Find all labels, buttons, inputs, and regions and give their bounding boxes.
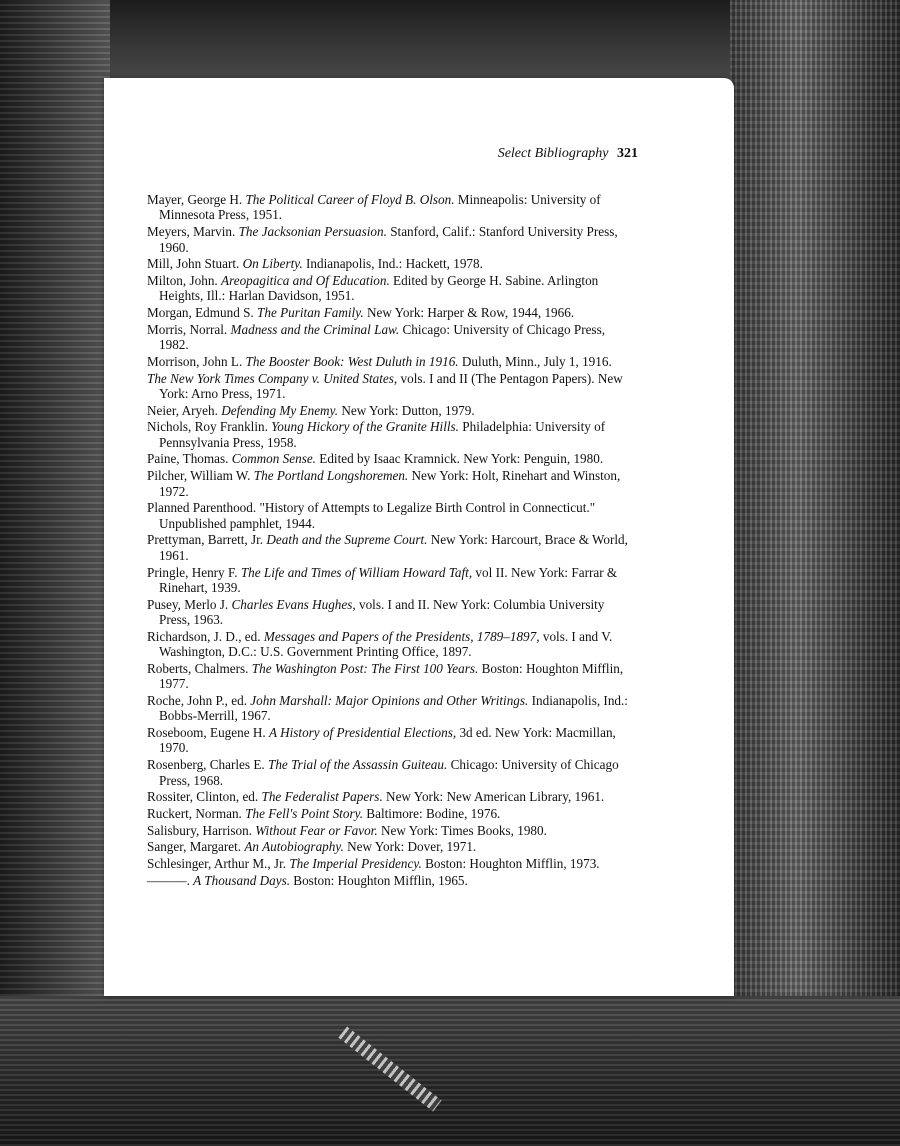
entry-text: Pringle, Henry F. — [147, 564, 241, 580]
bibliography-entry — [147, 873, 637, 888]
entry-text: Planned Parenthood. "History of Attempts to Legalize Birth Control in Connecticut." Unpublished pamphlet, 1944. — [147, 500, 596, 531]
entry-text: Rosenberg, Charles E. — [147, 757, 268, 773]
entry-text: Morris, Norral. — [147, 321, 231, 337]
bibliography-entry — [147, 661, 637, 692]
bibliography-entry — [147, 789, 637, 804]
entry-text: Pilcher, William W. — [147, 468, 254, 484]
entry-text: Morgan, Edmund S. — [147, 305, 258, 321]
scan-border-right — [730, 0, 900, 1146]
entry-text: Paine, Thomas. — [147, 451, 232, 467]
bibliography-entry — [147, 371, 637, 402]
entry-text: Chicago: University of Chicago Press, 1968. — [159, 757, 619, 788]
entry-title: John Marshall: Major Opinions and Other Writings. — [250, 692, 529, 708]
entry-text: New York: Holt, Rinehart and Winston, 1972. — [159, 468, 621, 499]
bibliography-entry — [147, 823, 637, 838]
entry-title: The Fell's Point Story. — [245, 805, 363, 821]
entry-text: vol II. New York: Farrar & Rinehart, 1939. — [159, 564, 618, 595]
bibliography-entry — [147, 256, 637, 271]
bibliography-entry — [147, 192, 637, 223]
entry-text: Minneapolis: University of Minnesota Press, 1951. — [159, 192, 601, 223]
bibliography-entry — [147, 322, 637, 353]
entry-text: Duluth, Minn., July 1, 1916. — [458, 353, 612, 369]
entry-title: An Autobiography. — [244, 839, 344, 855]
entry-text: Ruckert, Norman. — [147, 805, 246, 821]
bibliography-entry — [147, 468, 637, 499]
entry-title: The Booster Book: West Duluth in 1916. — [245, 353, 459, 369]
entry-text: Morrison, John L. — [147, 353, 246, 369]
bibliography-entry — [147, 354, 637, 369]
entry-title: Areopagitica and Of Education. — [221, 272, 390, 288]
entry-text: Indianapolis, Ind.: Hackett, 1978. — [302, 256, 483, 272]
bibliography-entry — [147, 451, 637, 466]
entry-text: Baltimore: Bodine, 1976. — [363, 805, 501, 821]
entry-text: Rossiter, Clinton, ed. — [147, 789, 262, 805]
entry-title: Death and the Supreme Court. — [266, 532, 428, 548]
entry-text: Meyers, Marvin. — [147, 224, 239, 240]
entry-text: Roche, John P., ed. — [147, 692, 251, 708]
bibliography-entry — [147, 565, 637, 596]
entry-text: Stanford, Calif.: Stanford University Press, 1960. — [159, 224, 618, 255]
bibliography-entry — [147, 839, 637, 854]
entry-text: vols. I and V. Washington, D.C.: U.S. Government Printing Office, 1897. — [159, 628, 613, 660]
entry-title: Young Hickory of the Granite Hills. — [271, 419, 459, 435]
entry-text: Richardson, J. D., ed. — [147, 628, 264, 644]
entry-text: Edited by George H. Sabine. Arlington Heights, Ill.: Harlan Davidson, 1951. — [159, 272, 599, 304]
bibliography-entry — [147, 273, 637, 304]
bibliography-entry — [147, 224, 637, 255]
bibliography-list — [147, 192, 637, 889]
entry-text: Milton, John. — [147, 272, 222, 288]
entry-text: New York: Times Books, 1980. — [377, 822, 547, 838]
entry-text: Boston: Houghton Mifflin, 1965. — [290, 872, 468, 888]
entry-text: Neier, Aryeh. — [147, 402, 222, 418]
entry-text: Chicago: University of Chicago Press, 1982. — [159, 321, 605, 353]
entry-text: Schlesinger, Arthur M., Jr. — [147, 856, 290, 872]
bibliography-entry — [147, 403, 637, 418]
entry-text: Mayer, George H. — [147, 192, 246, 207]
entry-title: The Jacksonian Persuasion. — [238, 224, 387, 240]
entry-text: Pusey, Merlo J. — [147, 596, 232, 612]
bibliography-entry — [147, 757, 637, 788]
entry-text: vols. I and II (The Pentagon Papers). New York: Arno Press, 1971. — [159, 370, 623, 401]
entry-text: New York: Dutton, 1979. — [338, 402, 475, 418]
running-head — [104, 146, 638, 162]
entry-text: ———. — [147, 872, 194, 888]
entry-title: A History of Presidential Elections, — [268, 725, 457, 741]
page-number: 321 — [617, 146, 638, 161]
entry-text: Mill, John Stuart. — [147, 256, 243, 272]
bibliography-entry — [147, 419, 637, 450]
entry-text: New York: Dover, 1971. — [343, 839, 477, 855]
entry-title: Messages and Papers of the Presidents, 1789–1897, — [263, 628, 540, 644]
entry-text: Boston: Houghton Mifflin, 1977. — [159, 660, 624, 692]
entry-text: Roseboom, Eugene H. — [147, 725, 269, 741]
entry-title: The Trial of the Assassin Guiteau. — [268, 757, 448, 773]
bibliography-entry — [147, 725, 637, 756]
scan-border-left — [0, 0, 110, 1146]
entry-text: Prettyman, Barrett, Jr. — [147, 532, 267, 548]
bibliography-entry — [147, 806, 637, 821]
entry-text: New York: New American Library, 1961. — [382, 789, 605, 805]
entry-title: The Federalist Papers. — [261, 789, 383, 805]
bibliography-entry — [147, 597, 637, 628]
scan-border-bottom — [0, 996, 900, 1146]
entry-title: Without Fear or Favor. — [255, 822, 378, 838]
entry-title: On Liberty. — [242, 256, 303, 272]
entry-title: The Imperial Presidency. — [289, 856, 422, 872]
entry-text: Boston: Houghton Mifflin, 1973. — [421, 856, 600, 872]
entry-title: The Life and Times of William Howard Taft, — [240, 564, 473, 580]
bibliography-entry — [147, 856, 637, 871]
entry-title: A Thousand Days. — [193, 872, 290, 888]
entry-text: Nichols, Roy Franklin. — [147, 419, 272, 435]
entry-title: Charles Evans Hughes, — [231, 596, 356, 612]
entry-title: The Portland Longshoremen. — [253, 468, 409, 484]
entry-text: vols. I and II. New York: Columbia University Press, 1963. — [159, 596, 605, 628]
entry-title: The New York Times Company v. United States, — [147, 370, 398, 386]
entry-title: Defending My Enemy. — [221, 402, 339, 418]
bibliography-entry — [147, 629, 637, 660]
bibliography-entry — [147, 500, 637, 531]
entry-title: Common Sense. — [231, 451, 316, 467]
bibliography-entry — [147, 305, 637, 320]
entry-text: 3d ed. New York: Macmillan, 1970. — [159, 725, 616, 756]
entry-text: New York: Harper & Row, 1944, 1966. — [363, 305, 575, 321]
entry-title: The Political Career of Floyd B. Olson. — [245, 192, 455, 207]
entry-title: The Puritan Family. — [257, 305, 364, 321]
bibliography-entry — [147, 693, 637, 724]
bibliography-entry — [147, 532, 637, 563]
entry-text: Edited by Isaac Kramnick. New York: Penguin, 1980. — [315, 451, 604, 467]
entry-text: Sanger, Margaret. — [147, 839, 245, 855]
entry-text: Salisbury, Harrison. — [147, 822, 256, 838]
entry-text: Indianapolis, Ind.: Bobbs-Merrill, 1967. — [159, 692, 628, 724]
entry-title: Madness and the Criminal Law. — [230, 321, 400, 337]
entry-title: The Washington Post: The First 100 Years. — [251, 660, 479, 676]
running-head-title: Select Bibliography — [497, 146, 609, 161]
entry-text: Roberts, Chalmers. — [147, 660, 252, 676]
entry-text: New York: Harcourt, Brace & World, 1961. — [159, 532, 628, 563]
entry-text: Philadelphia: University of Pennsylvania Press, 1958. — [159, 419, 606, 450]
